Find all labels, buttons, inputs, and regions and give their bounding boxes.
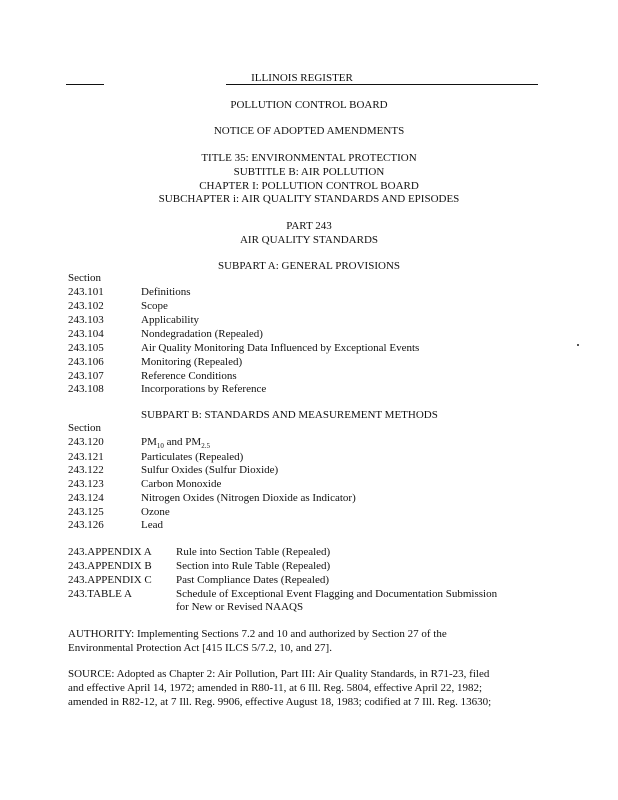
notice-title: NOTICE OF ADOPTED AMENDMENTS bbox=[213, 125, 405, 137]
subpart-a-heading: SUBPART A: GENERAL PROVISIONS bbox=[218, 260, 400, 272]
section-number: 243.108 bbox=[68, 383, 104, 395]
section-number: 243.120 bbox=[68, 436, 104, 448]
section-number: 243.123 bbox=[68, 478, 104, 490]
header-rule bbox=[226, 84, 538, 85]
section-label: Section bbox=[68, 272, 101, 284]
agency-name: POLLUTION CONTROL BOARD bbox=[230, 99, 388, 111]
chapter-heading: CHAPTER I: POLLUTION CONTROL BOARD bbox=[199, 180, 419, 192]
section-title: Particulates (Repealed) bbox=[141, 451, 244, 463]
section-title: Lead bbox=[141, 519, 163, 531]
section-title: Nitrogen Oxides (Nitrogen Dioxide as Indicator) bbox=[141, 492, 356, 504]
register-title: ILLINOIS REGISTER bbox=[251, 72, 353, 84]
section-title: Nondegradation (Repealed) bbox=[141, 328, 263, 340]
subtitle-heading: SUBTITLE B: AIR POLLUTION bbox=[233, 166, 385, 178]
section-title: Incorporations by Reference bbox=[141, 383, 267, 395]
section-title-pm bbox=[141, 436, 210, 449]
section-number: 243.107 bbox=[68, 370, 104, 382]
section-number: 243.124 bbox=[68, 492, 104, 504]
appendix-title: Section into Rule Table (Repealed) bbox=[176, 560, 331, 572]
appendix-number: 243.TABLE A bbox=[68, 588, 132, 600]
appendix-number: 243.APPENDIX C bbox=[68, 574, 152, 586]
section-title: Ozone bbox=[141, 506, 170, 518]
part-title: AIR QUALITY STANDARDS bbox=[239, 234, 379, 246]
appendix-title: Past Compliance Dates (Repealed) bbox=[176, 574, 330, 586]
section-number: 243.125 bbox=[68, 506, 104, 518]
section-number: 243.103 bbox=[68, 314, 104, 326]
section-number: 243.101 bbox=[68, 286, 104, 298]
pm-label: PM bbox=[141, 436, 157, 448]
part-number: PART 243 bbox=[286, 220, 332, 232]
section-number: 243.105 bbox=[68, 342, 104, 354]
source-line: SOURCE: Adopted as Chapter 2: Air Pollution, Part III: Air Quality Standards, in R71-23, filed bbox=[68, 668, 490, 680]
section-title: Monitoring (Repealed) bbox=[141, 356, 243, 368]
section-number: 243.122 bbox=[68, 464, 104, 476]
section-title: Carbon Monoxide bbox=[141, 478, 222, 490]
authority-line: Environmental Protection Act [415 ILCS 5/7.2, 10, and 27]. bbox=[68, 642, 332, 654]
section-number: 243.106 bbox=[68, 356, 104, 368]
section-title: Sulfur Oxides (Sulfur Dioxide) bbox=[141, 464, 279, 476]
pm-and-label: and PM bbox=[163, 436, 202, 448]
section-number: 243.121 bbox=[68, 451, 104, 463]
title-heading: TITLE 35: ENVIRONMENTAL PROTECTION bbox=[201, 152, 417, 164]
section-number: 243.102 bbox=[68, 300, 104, 312]
section-title: Reference Conditions bbox=[141, 370, 237, 382]
section-number: 243.104 bbox=[68, 328, 104, 340]
subchapter-heading: SUBCHAPTER i: AIR QUALITY STANDARDS AND EPISODES bbox=[158, 193, 460, 205]
section-number: 243.126 bbox=[68, 519, 104, 531]
section-title: Applicability bbox=[141, 314, 200, 326]
register-header bbox=[66, 72, 538, 86]
pm25-subscript: 2.5 bbox=[201, 442, 210, 451]
source-line: and effective April 14, 1972; amended in R80-11, at 6 Ill. Reg. 5804, effective April 22, 1982; bbox=[68, 682, 483, 694]
pm10-subscript: 10 bbox=[156, 442, 164, 451]
section-title: Air Quality Monitoring Data Influenced by Exceptional Events bbox=[141, 342, 420, 354]
section-title: Scope bbox=[141, 300, 168, 312]
appendix-title-continued: for New or Revised NAAQS bbox=[176, 601, 304, 613]
appendix-number: 243.APPENDIX A bbox=[68, 546, 152, 558]
section-title: Definitions bbox=[141, 286, 191, 298]
stray-mark bbox=[577, 344, 579, 346]
authority-line: AUTHORITY: Implementing Sections 7.2 and 10 and authorized by Section 27 of the bbox=[68, 628, 447, 640]
appendix-number: 243.APPENDIX B bbox=[68, 560, 152, 572]
appendix-title: Schedule of Exceptional Event Flagging and Documentation Submission bbox=[176, 588, 498, 600]
appendix-title: Rule into Section Table (Repealed) bbox=[176, 546, 331, 558]
source-line: amended in R82-12, at 7 Ill. Reg. 9906, effective August 18, 1983; codified at 7 Ill. Reg. 13630; bbox=[68, 696, 492, 708]
section-label: Section bbox=[68, 422, 101, 434]
subpart-b-heading: SUBPART B: STANDARDS AND MEASUREMENT METHODS bbox=[141, 409, 438, 421]
